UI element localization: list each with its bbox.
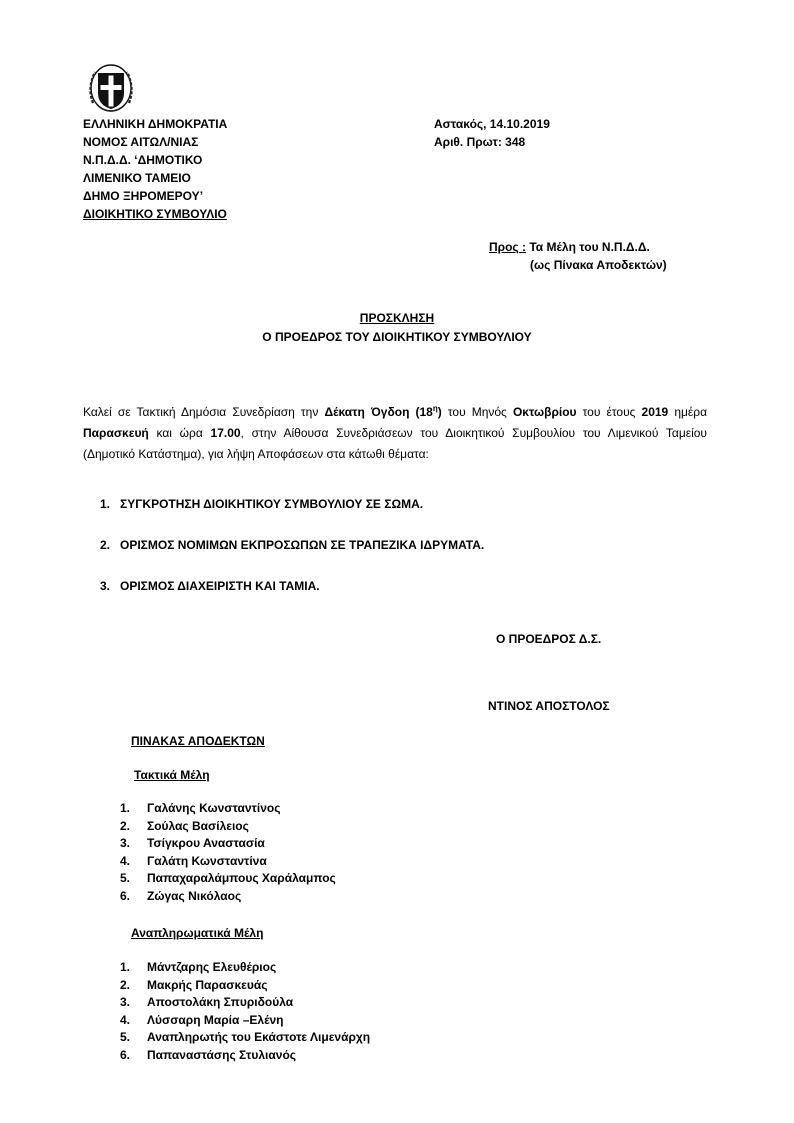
document-title: ΠΡΟΣΚΛΗΣΗ (359, 311, 435, 325)
issuer-line: ΝΟΜΟΣ ΑΙΤΩΛ/ΝΙΑΣ (83, 135, 199, 149)
alternate-members-heading: Αναπληρωματικά Μέλη (131, 926, 264, 940)
invitation-paragraph (83, 398, 707, 465)
issuer-block (83, 115, 227, 223)
issuer-line: Ν.Π.Δ.Δ. ‘ΔΗΜΟΤΙΚΟ (83, 153, 203, 167)
recipients-title: ΠΙΝΑΚΑΣ ΑΠΟΔΕΚΤΩΝ (131, 734, 265, 748)
meeting-month: Οκτωβρίου (512, 405, 577, 419)
agenda-item: 1. ΣΥΓΚΡΟΤΗΣΗ ΔΙΟΙΚΗΤΙΚΟΥ ΣΥΜΒΟΥΛΙΟΥ ΣΕ ΣΩΜΑ. (100, 497, 424, 511)
meeting-time: 17.00 (210, 426, 241, 440)
regular-members-heading: Τακτικά Μέλη (134, 768, 210, 782)
list-item: 5. Παπαχαραλάμπους Χαράλαμπος (120, 871, 336, 885)
list-item: 3. Αποστολάκη Σπυριδούλα (120, 995, 294, 1009)
list-item: 6. Παπαναστάσης Στυλιανός (120, 1047, 297, 1062)
list-item: 3. Τσίγκρου Αναστασία (120, 836, 265, 850)
meeting-weekday: Παρασκευή (83, 426, 149, 440)
ordinal-suffix: η (432, 404, 438, 413)
body-text: , στην Αίθουσα Συνεδριάσεων του Διοικητικού Συμβουλίου του Λιμενικού Ταμείου (Δημοτικό Κατάστημα), για λήψη Αποφάσεων στα κάτωθι θέματα: (83, 426, 707, 461)
place-date: Αστακός, 14.10.2019 (434, 117, 550, 131)
body-text: και ώρα (148, 426, 211, 440)
list-item: 2. Σούλας Βασίλειος (120, 818, 249, 833)
list-item: 4. Λύσσαρη Μαρία –Ελένη (120, 1012, 284, 1027)
state-emblem (83, 63, 139, 113)
agenda-item: 3. ΟΡΙΣΜΟΣ ΔΙΑΧΕΙΡΙΣΤΗ ΚΑΙ ΤΑΜΙΑ. (100, 579, 320, 593)
meeting-day: Δέκατη Όγδοη (18 (324, 405, 433, 419)
alternate-members-list (120, 959, 370, 1064)
list-item: 2. Μακρής Παρασκευάς (120, 977, 268, 992)
list-item: 1. Μάντζαρης Ελευθέριος (120, 960, 277, 974)
issuer-line: ΛΙΜΕΝΙΚΟ ΤΑΜΕΙΟ (83, 171, 191, 185)
list-item: 5. Αναπληρωτής του Εκάστοτε Λιμενάρχη (120, 1030, 371, 1044)
agenda-item: 2. ΟΡΙΣΜΟΣ ΝΟΜΙΜΩΝ ΕΚΠΡΟΣΩΠΩΝ ΣΕ ΤΡΑΠΕΖΙΚΑ ΙΔΡΥΜΑΤΑ. (100, 538, 485, 552)
list-item: 4. Γαλάτη Κωνσταντίνα (120, 853, 267, 868)
body-text: του Μηνός (441, 405, 513, 419)
issuer-line: ΕΛΛΗΝΙΚΗ ΔΗΜΟΚΡΑΤΙΑ (83, 117, 228, 131)
date-block (434, 115, 550, 151)
signature-role: Ο ΠΡΟΕΔΡΟΣ Δ.Σ. (496, 632, 602, 646)
issuer-line: ΔΗΜΟ ΞΗΡΟΜΕΡΟΥ’ (83, 189, 204, 203)
meeting-year: 2019 (641, 405, 669, 419)
recipient-note: (ως Πίνακα Αποδεκτών) (530, 258, 667, 272)
document-subtitle: Ο ΠΡΟΕΔΡΟΣ ΤΟΥ ΔΙΟΙΚΗΤΙΚΟΥ ΣΥΜΒΟΥΛΙΟΥ (262, 330, 532, 344)
regular-members-list (120, 800, 336, 905)
protocol-number: Αριθ. Πρωτ: 348 (434, 135, 526, 149)
meeting-day-end: ) (437, 405, 442, 419)
list-item: 6. Ζώγας Νικόλαος (120, 888, 242, 903)
issuer-board: ΔΙΟΙΚΗΤΙΚΟ ΣΥΜΒΟΥΛΙΟ (83, 207, 227, 221)
body-text: ημέρα (668, 405, 708, 419)
body-text: Καλεί σε Τακτική Δημόσια Συνεδρίαση την (83, 405, 325, 419)
recipient-label: Προς : (489, 240, 526, 254)
recipient-to: Τα Μέλη του Ν.Π.Δ.Δ. (526, 240, 650, 254)
signature-name: ΝΤΙΝΟΣ ΑΠΟΣΤΟΛΟΣ (488, 699, 610, 713)
recipient-block (489, 238, 667, 274)
list-item: 1. Γαλάνης Κωνσταντίνος (120, 801, 281, 815)
body-text: του έτους (576, 405, 642, 419)
